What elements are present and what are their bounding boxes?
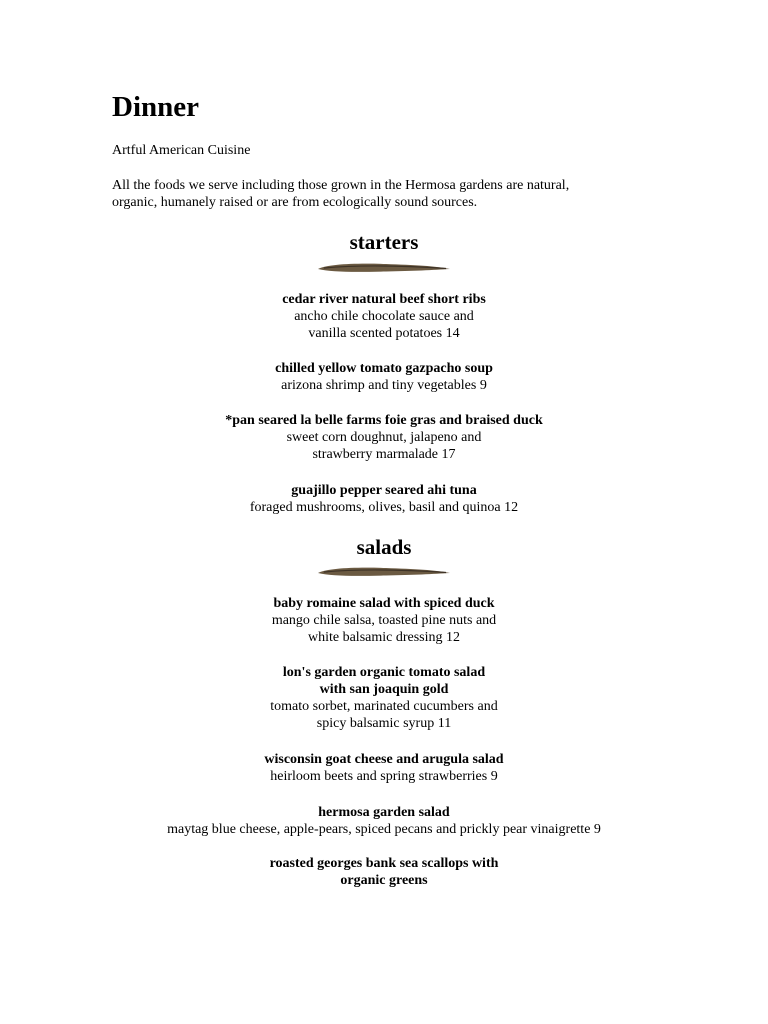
section-heading-starters: starters	[349, 230, 419, 254]
menu-item	[0, 482, 768, 516]
page-subtitle: Artful American Cuisine	[112, 143, 251, 158]
menu-item-name: wisconsin goat cheese and arugula salad	[264, 752, 504, 767]
menu-item-description: sweet corn doughnut, jalapeno and	[286, 430, 482, 445]
menu-item-name: lon's garden organic tomato salad	[282, 665, 486, 680]
menu-item	[0, 595, 768, 646]
menu-item-description: vanilla scented potatoes 14	[308, 326, 460, 341]
menu-item	[0, 291, 768, 342]
menu-item-name: with san joaquin gold	[319, 682, 449, 697]
menu-item-name: chilled yellow tomato gazpacho soup	[275, 361, 493, 376]
section-heading-salads: salads	[356, 535, 412, 559]
brush-stroke-divider	[316, 566, 452, 578]
menu-item-description: arizona shrimp and tiny vegetables 9	[281, 378, 487, 393]
menu-item-description: foraged mushrooms, olives, basil and quinoa 12	[249, 500, 519, 515]
menu-item	[0, 751, 768, 785]
menu-item	[0, 360, 768, 394]
menu-item	[0, 412, 768, 463]
menu-item-description: spicy balsamic syrup 11	[316, 716, 452, 731]
menu-item-description: maytag blue cheese, apple-pears, spiced pecans and prickly pear vinaigrette 9	[167, 822, 601, 837]
menu-item-description: strawberry marmalade 17	[312, 447, 456, 462]
menu-item-name: baby romaine salad with spiced duck	[273, 596, 495, 611]
menu-item-name: guajillo pepper seared ahi tuna	[291, 483, 477, 498]
menu-item-name: organic greens	[340, 873, 428, 888]
menu-item-name: cedar river natural beef short ribs	[282, 292, 486, 307]
intro-paragraph	[112, 177, 632, 211]
menu-item	[0, 855, 768, 889]
menu-item-description: mango chile salsa, toasted pine nuts and	[271, 613, 497, 628]
menu-item-name: roasted georges bank sea scallops with	[269, 856, 499, 871]
page-title: Dinner	[112, 91, 199, 123]
menu-item	[0, 664, 768, 732]
menu-item-description: ancho chile chocolate sauce and	[294, 309, 474, 324]
menu-item-name: hermosa garden salad	[318, 805, 450, 820]
brush-stroke-divider	[316, 262, 452, 274]
menu-item	[0, 804, 768, 838]
menu-item-description: heirloom beets and spring strawberries 9	[270, 769, 498, 784]
intro-line: organic, humanely raised or are from ecologically sound sources.	[112, 195, 478, 210]
intro-line: All the foods we serve including those grown in the Hermosa gardens are natural,	[112, 178, 570, 193]
menu-item-description: tomato sorbet, marinated cucumbers and	[270, 699, 498, 714]
menu-item-name: *pan seared la belle farms foie gras and braised duck	[225, 413, 543, 428]
menu-item-description: white balsamic dressing 12	[307, 630, 461, 645]
